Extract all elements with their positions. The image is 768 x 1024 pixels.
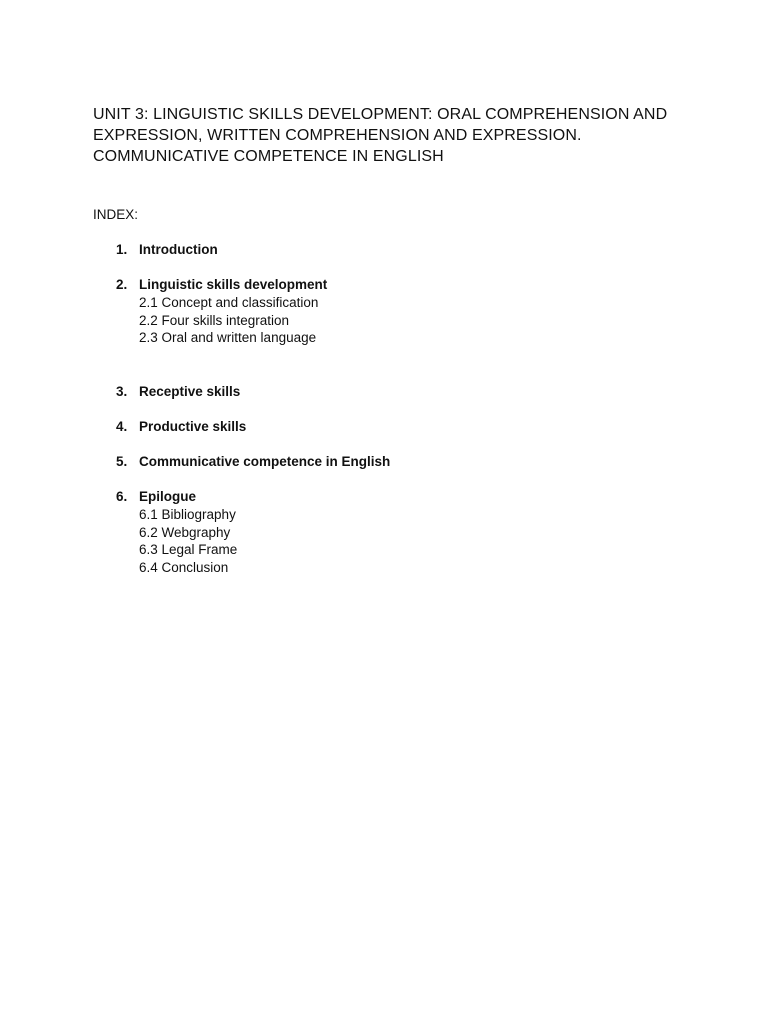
index-item-label: Receptive skills — [139, 384, 241, 399]
index-item-number: 2. — [116, 277, 128, 292]
index-item-label: Epilogue — [139, 489, 196, 504]
index-subitem: 6.3 Legal Frame — [139, 542, 238, 558]
index-subitem-list — [139, 506, 237, 576]
index-item-label: Linguistic skills development — [139, 277, 328, 292]
index-subitem-list — [139, 294, 318, 347]
index-subitem: 6.2 Webgraphy — [139, 524, 231, 540]
index-item-label: Productive skills — [139, 419, 247, 434]
index-item-number: 4. — [116, 419, 128, 434]
index-item-number: 6. — [116, 489, 128, 504]
index-subitem: 6.4 Conclusion — [139, 559, 229, 575]
index-item-label: Communicative competence in English — [139, 454, 391, 469]
index-item-number: 3. — [116, 384, 128, 399]
index-item-number: 1. — [116, 242, 128, 257]
index-heading: INDEX: — [93, 207, 139, 222]
index-subitem: 2.3 Oral and written language — [139, 330, 317, 346]
document-title: UNIT 3: LINGUISTIC SKILLS DEVELOPMENT: ORAL COMPREHENSION AND EXPRESSION, WRITTEN COMPREHENSION AND EXPRESSION. COMMUNICATIVE COMPETENCE IN ENGLISH — [93, 106, 668, 165]
index-subitem: 2.2 Four skills integration — [139, 312, 290, 328]
index-item-number: 5. — [116, 454, 128, 469]
index-subitem: 6.1 Bibliography — [139, 507, 236, 522]
index-item-label: Introduction — [139, 242, 218, 257]
index-subitem: 2.1 Concept and classification — [139, 295, 319, 310]
